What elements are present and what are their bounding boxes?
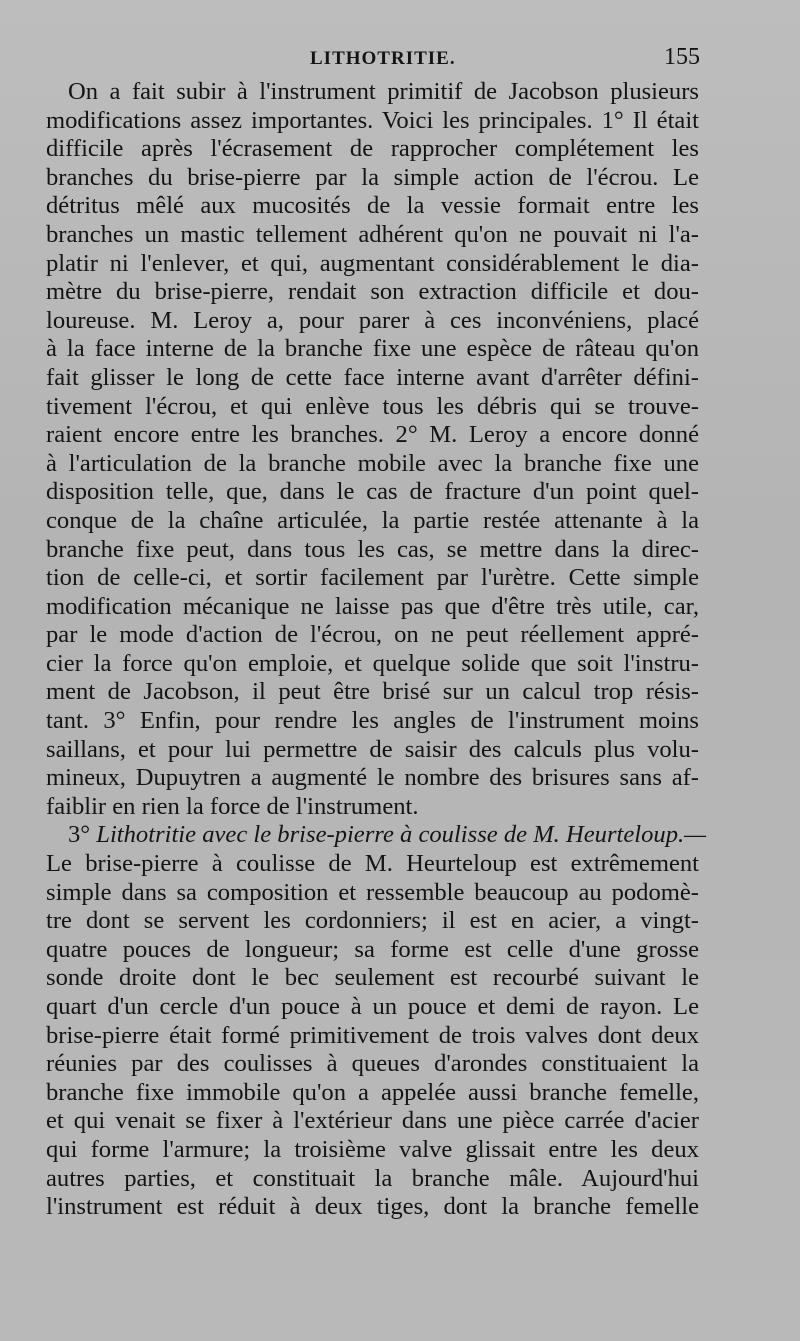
text-line: fait glisser le long de cette face interne avant d'arrêter défini- <box>46 363 699 391</box>
text-line: cier la force qu'on emploie, et quelque solide que soit l'instru- <box>46 649 699 677</box>
text-line: tant. 3° Enfin, pour rendre les angles de l'instrument moins <box>46 707 699 735</box>
paragraph-2 <box>46 821 707 1221</box>
section-heading-line <box>46 821 707 850</box>
text-line: l'instrument est réduit à deux tiges, dont la branche femelle <box>46 1193 699 1221</box>
paragraph-1 <box>46 78 699 821</box>
text-line: branches du brise-pierre par la simple action de l'écrou. Le <box>46 163 699 191</box>
text-line: à la face interne de la branche fixe une espèce de râteau qu'on <box>46 335 699 363</box>
text-line: saillans, et pour lui permettre de saisir des calculs plus volu- <box>46 735 699 763</box>
text-line: à l'articulation de la branche mobile avec la branche fixe une <box>46 449 699 477</box>
section-number: 3° <box>68 821 91 849</box>
text-line: autres parties, et constituait la branche mâle. Aujourd'hui <box>46 1164 699 1192</box>
section-title: Lithotritie avec le brise-pierre à coulisse de M. Heurteloup.— <box>96 821 707 849</box>
text-line: conque de la chaîne articulée, la partie restée attenante à la <box>46 506 699 534</box>
body-text <box>46 78 707 1222</box>
text-line: modification mécanique ne laisse pas que d'être très utile, car, <box>46 592 699 620</box>
text-line: faiblir en rien la force de l'instrument. <box>46 792 419 820</box>
text-line: branche fixe peut, dans tous les cas, se mettre dans la direc- <box>46 535 699 563</box>
text-line: par le mode d'action de l'écrou, on ne peut réellement appré- <box>46 621 699 649</box>
text-line: mineux, Dupuytren a augmenté le nombre des brisures sans af- <box>46 764 699 792</box>
text-line: simple dans sa composition et ressemble beaucoup au podomè- <box>46 878 699 906</box>
text-line: mètre du brise-pierre, rendait son extraction difficile et dou- <box>46 278 699 306</box>
page-header <box>44 44 700 78</box>
text-line: brise-pierre était formé primitivement de trois valves dont deux <box>46 1021 699 1049</box>
running-title: LITHOTRITIE. <box>310 48 456 69</box>
text-line: modifications assez importantes. Voici les principales. 1° Il était <box>46 106 699 134</box>
text-line: réunies par des coulisses à queues d'arondes constituaient la <box>46 1050 699 1078</box>
text-line: platir ni l'enlever, et qui, augmentant considérablement le dia- <box>46 249 699 277</box>
text-line: raient encore entre les branches. 2° M. Leroy a encore donné <box>46 421 699 449</box>
text-line: disposition telle, que, dans le cas de fracture d'un point quel- <box>46 478 699 506</box>
text-line: qui forme l'armure; la troisième valve glissait entre les deux <box>46 1135 699 1163</box>
text-line: branches un mastic tellement adhérent qu'on ne pouvait ni l'a- <box>46 220 699 248</box>
text-line: quatre pouces de longueur; sa forme est celle d'une grosse <box>46 935 699 963</box>
text-line: branche fixe immobile qu'on a appelée aussi branche femelle, <box>46 1078 699 1106</box>
text-line: tion de celle-ci, et sortir facilement par l'urètre. Cette simple <box>46 564 699 592</box>
text-line: et qui venait se fixer à l'extérieur dans une pièce carrée d'acier <box>46 1107 699 1135</box>
text-line: Le brise-pierre à coulisse de M. Heurteloup est extrêmement <box>46 850 699 878</box>
text-line: tivement l'écrou, et qui enlève tous les débris qui se trouve- <box>46 392 699 420</box>
text-line: ment de Jacobson, il peut être brisé sur un calcul trop résis- <box>46 678 699 706</box>
text-line: détritus mêlé aux mucosités de la vessie formait entre les <box>46 192 699 220</box>
text-line: On a fait subir à l'instrument primitif de Jacobson plusieurs <box>68 78 699 105</box>
text-line: sonde droite dont le bec seulement est recourbé suivant le <box>46 964 699 992</box>
text-line: quart d'un cercle d'un pouce à un pouce et demi de rayon. Le <box>46 993 699 1020</box>
text-line: difficile après l'écrasement de rapprocher complétement les <box>46 135 699 163</box>
text-line: tre dont se servent les cordonniers; il est en acier, a vingt- <box>46 907 699 935</box>
text-line: loureuse. M. Leroy a, pour parer à ces inconvéniens, placé <box>46 306 699 334</box>
page-number: 155 <box>664 44 700 70</box>
